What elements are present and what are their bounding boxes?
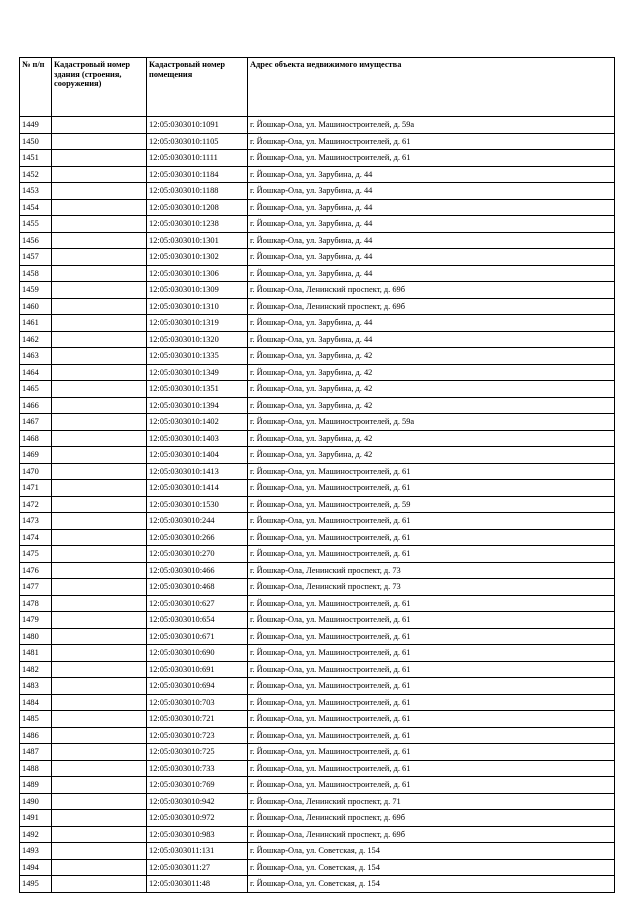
premises-cadastral-number: 12:05:0303010:1238 xyxy=(147,216,248,233)
building-cadastral-number xyxy=(52,315,147,332)
building-cadastral-number xyxy=(52,579,147,596)
table-row xyxy=(20,562,615,579)
address: г. Йошкар-Ола, ул. Машиностроителей, д. 61 xyxy=(248,513,615,530)
table-row xyxy=(20,826,615,843)
address: г. Йошкар-Ола, ул. Зарубина, д. 42 xyxy=(248,364,615,381)
premises-cadastral-number: 12:05:0303010:703 xyxy=(147,694,248,711)
table-row xyxy=(20,760,615,777)
building-cadastral-number xyxy=(52,133,147,150)
address: г. Йошкар-Ола, ул. Машиностроителей, д. 61 xyxy=(248,694,615,711)
table-row xyxy=(20,414,615,431)
address: г. Йошкар-Ола, ул. Зарубина, д. 44 xyxy=(248,315,615,332)
building-cadastral-number xyxy=(52,183,147,200)
premises-cadastral-number: 12:05:0303011:48 xyxy=(147,876,248,893)
premises-cadastral-number: 12:05:0303010:654 xyxy=(147,612,248,629)
building-cadastral-number xyxy=(52,628,147,645)
address: г. Йошкар-Ола, ул. Машиностроителей, д. 59а xyxy=(248,414,615,431)
table-body xyxy=(20,117,615,893)
premises-cadastral-number: 12:05:0303010:1414 xyxy=(147,480,248,497)
table-row xyxy=(20,265,615,282)
row-number: 1471 xyxy=(20,480,52,497)
premises-cadastral-number: 12:05:0303010:721 xyxy=(147,711,248,728)
row-number: 1481 xyxy=(20,645,52,662)
premises-cadastral-number: 12:05:0303010:1530 xyxy=(147,496,248,513)
row-number: 1457 xyxy=(20,249,52,266)
building-cadastral-number xyxy=(52,298,147,315)
address: г. Йошкар-Ола, ул. Зарубина, д. 44 xyxy=(248,249,615,266)
row-number: 1474 xyxy=(20,529,52,546)
building-cadastral-number xyxy=(52,859,147,876)
row-number: 1459 xyxy=(20,282,52,299)
table-row xyxy=(20,463,615,480)
building-cadastral-number xyxy=(52,282,147,299)
row-number: 1466 xyxy=(20,397,52,414)
table-header xyxy=(20,58,615,117)
address: г. Йошкар-Ола, ул. Машиностроителей, д. 61 xyxy=(248,661,615,678)
premises-cadastral-number: 12:05:0303010:1413 xyxy=(147,463,248,480)
row-number: 1449 xyxy=(20,117,52,134)
table-row xyxy=(20,232,615,249)
header-building-cadastral-number: Кадастровый номер здания (строения, сооружения) xyxy=(52,58,147,117)
building-cadastral-number xyxy=(52,166,147,183)
row-number: 1488 xyxy=(20,760,52,777)
table-row xyxy=(20,810,615,827)
address: г. Йошкар-Ола, ул. Машиностроителей, д. 61 xyxy=(248,133,615,150)
premises-cadastral-number: 12:05:0303010:1335 xyxy=(147,348,248,365)
building-cadastral-number xyxy=(52,331,147,348)
address: г. Йошкар-Ола, ул. Машиностроителей, д. 61 xyxy=(248,760,615,777)
table-row xyxy=(20,777,615,794)
address: г. Йошкар-Ола, ул. Машиностроителей, д. 61 xyxy=(248,529,615,546)
building-cadastral-number xyxy=(52,348,147,365)
address: г. Йошкар-Ола, ул. Советская, д. 154 xyxy=(248,876,615,893)
address: г. Йошкар-Ола, ул. Машиностроителей, д. 61 xyxy=(248,678,615,695)
table-row xyxy=(20,612,615,629)
table-row xyxy=(20,628,615,645)
address: г. Йошкар-Ола, Ленинский проспект, д. 69б xyxy=(248,810,615,827)
row-number: 1494 xyxy=(20,859,52,876)
premises-cadastral-number: 12:05:0303010:1319 xyxy=(147,315,248,332)
header-row xyxy=(20,58,615,117)
premises-cadastral-number: 12:05:0303010:694 xyxy=(147,678,248,695)
row-number: 1462 xyxy=(20,331,52,348)
address: г. Йошкар-Ола, ул. Советская, д. 154 xyxy=(248,843,615,860)
address: г. Йошкар-Ола, ул. Машиностроителей, д. 61 xyxy=(248,777,615,794)
table-row xyxy=(20,546,615,563)
table-row xyxy=(20,183,615,200)
header-premises-cadastral-number: Кадастровый номер помещения xyxy=(147,58,248,117)
building-cadastral-number xyxy=(52,595,147,612)
address: г. Йошкар-Ола, ул. Машиностроителей, д. 61 xyxy=(248,150,615,167)
row-number: 1469 xyxy=(20,447,52,464)
row-number: 1450 xyxy=(20,133,52,150)
address: г. Йошкар-Ола, ул. Зарубина, д. 44 xyxy=(248,216,615,233)
row-number: 1489 xyxy=(20,777,52,794)
premises-cadastral-number: 12:05:0303010:1309 xyxy=(147,282,248,299)
table-row xyxy=(20,480,615,497)
premises-cadastral-number: 12:05:0303010:1403 xyxy=(147,430,248,447)
address: г. Йошкар-Ола, ул. Машиностроителей, д. 61 xyxy=(248,727,615,744)
premises-cadastral-number: 12:05:0303010:1302 xyxy=(147,249,248,266)
row-number: 1465 xyxy=(20,381,52,398)
row-number: 1484 xyxy=(20,694,52,711)
row-number: 1487 xyxy=(20,744,52,761)
premises-cadastral-number: 12:05:0303010:733 xyxy=(147,760,248,777)
table-row xyxy=(20,381,615,398)
row-number: 1477 xyxy=(20,579,52,596)
premises-cadastral-number: 12:05:0303010:468 xyxy=(147,579,248,596)
address: г. Йошкар-Ола, ул. Зарубина, д. 44 xyxy=(248,232,615,249)
premises-cadastral-number: 12:05:0303010:983 xyxy=(147,826,248,843)
address: г. Йошкар-Ола, ул. Машиностроителей, д. 61 xyxy=(248,711,615,728)
building-cadastral-number xyxy=(52,496,147,513)
table-row xyxy=(20,579,615,596)
building-cadastral-number xyxy=(52,645,147,662)
address: г. Йошкар-Ола, ул. Зарубина, д. 44 xyxy=(248,166,615,183)
address: г. Йошкар-Ола, Ленинский проспект, д. 73 xyxy=(248,579,615,596)
building-cadastral-number xyxy=(52,397,147,414)
table-row xyxy=(20,364,615,381)
address: г. Йошкар-Ола, ул. Зарубина, д. 44 xyxy=(248,265,615,282)
building-cadastral-number xyxy=(52,364,147,381)
table-row xyxy=(20,727,615,744)
premises-cadastral-number: 12:05:0303010:1402 xyxy=(147,414,248,431)
row-number: 1460 xyxy=(20,298,52,315)
building-cadastral-number xyxy=(52,843,147,860)
row-number: 1463 xyxy=(20,348,52,365)
building-cadastral-number xyxy=(52,760,147,777)
building-cadastral-number xyxy=(52,265,147,282)
building-cadastral-number xyxy=(52,546,147,563)
table-row xyxy=(20,199,615,216)
row-number: 1464 xyxy=(20,364,52,381)
premises-cadastral-number: 12:05:0303010:1184 xyxy=(147,166,248,183)
address: г. Йошкар-Ола, ул. Машиностроителей, д. 61 xyxy=(248,628,615,645)
table-row xyxy=(20,117,615,134)
building-cadastral-number xyxy=(52,480,147,497)
address: г. Йошкар-Ола, ул. Зарубина, д. 42 xyxy=(248,348,615,365)
building-cadastral-number xyxy=(52,529,147,546)
premises-cadastral-number: 12:05:0303010:1188 xyxy=(147,183,248,200)
address: г. Йошкар-Ола, ул. Зарубина, д. 42 xyxy=(248,430,615,447)
building-cadastral-number xyxy=(52,727,147,744)
premises-cadastral-number: 12:05:0303010:1306 xyxy=(147,265,248,282)
address: г. Йошкар-Ола, ул. Машиностроителей, д. 59 xyxy=(248,496,615,513)
building-cadastral-number xyxy=(52,216,147,233)
row-number: 1490 xyxy=(20,793,52,810)
table-row xyxy=(20,315,615,332)
address: г. Йошкар-Ола, ул. Зарубина, д. 42 xyxy=(248,381,615,398)
building-cadastral-number xyxy=(52,876,147,893)
row-number: 1470 xyxy=(20,463,52,480)
address: г. Йошкар-Ола, ул. Машиностроителей, д. 61 xyxy=(248,612,615,629)
row-number: 1468 xyxy=(20,430,52,447)
address: г. Йошкар-Ола, ул. Зарубина, д. 44 xyxy=(248,331,615,348)
building-cadastral-number xyxy=(52,744,147,761)
premises-cadastral-number: 12:05:0303010:1351 xyxy=(147,381,248,398)
table-row xyxy=(20,348,615,365)
premises-cadastral-number: 12:05:0303010:627 xyxy=(147,595,248,612)
row-number: 1491 xyxy=(20,810,52,827)
row-number: 1492 xyxy=(20,826,52,843)
table-row xyxy=(20,529,615,546)
row-number: 1467 xyxy=(20,414,52,431)
address: г. Йошкар-Ола, ул. Советская, д. 154 xyxy=(248,859,615,876)
address: г. Йошкар-Ола, ул. Зарубина, д. 42 xyxy=(248,397,615,414)
table-row xyxy=(20,859,615,876)
premises-cadastral-number: 12:05:0303010:1111 xyxy=(147,150,248,167)
row-number: 1475 xyxy=(20,546,52,563)
building-cadastral-number xyxy=(52,430,147,447)
address: г. Йошкар-Ола, ул. Машиностроителей, д. 59а xyxy=(248,117,615,134)
building-cadastral-number xyxy=(52,810,147,827)
address: г. Йошкар-Ола, ул. Машиностроителей, д. 61 xyxy=(248,645,615,662)
table-row xyxy=(20,216,615,233)
building-cadastral-number xyxy=(52,826,147,843)
table-row xyxy=(20,793,615,810)
premises-cadastral-number: 12:05:0303010:769 xyxy=(147,777,248,794)
row-number: 1456 xyxy=(20,232,52,249)
table-row xyxy=(20,150,615,167)
cadastral-registry-table xyxy=(19,57,615,893)
header-number: № п/п xyxy=(20,58,52,117)
premises-cadastral-number: 12:05:0303010:942 xyxy=(147,793,248,810)
row-number: 1472 xyxy=(20,496,52,513)
row-number: 1455 xyxy=(20,216,52,233)
building-cadastral-number xyxy=(52,793,147,810)
premises-cadastral-number: 12:05:0303010:1349 xyxy=(147,364,248,381)
address: г. Йошкар-Ола, ул. Машиностроителей, д. 61 xyxy=(248,595,615,612)
premises-cadastral-number: 12:05:0303010:1091 xyxy=(147,117,248,134)
table-row xyxy=(20,133,615,150)
address: г. Йошкар-Ола, ул. Зарубина, д. 44 xyxy=(248,183,615,200)
row-number: 1479 xyxy=(20,612,52,629)
building-cadastral-number xyxy=(52,463,147,480)
table-row xyxy=(20,496,615,513)
building-cadastral-number xyxy=(52,694,147,711)
table-row xyxy=(20,249,615,266)
table-row xyxy=(20,331,615,348)
premises-cadastral-number: 12:05:0303010:244 xyxy=(147,513,248,530)
row-number: 1452 xyxy=(20,166,52,183)
premises-cadastral-number: 12:05:0303010:725 xyxy=(147,744,248,761)
building-cadastral-number xyxy=(52,711,147,728)
building-cadastral-number xyxy=(52,513,147,530)
row-number: 1458 xyxy=(20,265,52,282)
row-number: 1495 xyxy=(20,876,52,893)
row-number: 1478 xyxy=(20,595,52,612)
building-cadastral-number xyxy=(52,199,147,216)
building-cadastral-number xyxy=(52,414,147,431)
building-cadastral-number xyxy=(52,447,147,464)
table-row xyxy=(20,298,615,315)
premises-cadastral-number: 12:05:0303010:723 xyxy=(147,727,248,744)
table-row xyxy=(20,661,615,678)
address: г. Йошкар-Ола, ул. Зарубина, д. 44 xyxy=(248,199,615,216)
address: г. Йошкар-Ола, Ленинский проспект, д. 69б xyxy=(248,826,615,843)
table-row xyxy=(20,843,615,860)
table-row xyxy=(20,645,615,662)
row-number: 1461 xyxy=(20,315,52,332)
table-row xyxy=(20,595,615,612)
premises-cadastral-number: 12:05:0303010:690 xyxy=(147,645,248,662)
premises-cadastral-number: 12:05:0303010:1320 xyxy=(147,331,248,348)
table-row xyxy=(20,166,615,183)
row-number: 1493 xyxy=(20,843,52,860)
building-cadastral-number xyxy=(52,150,147,167)
address: г. Йошкар-Ола, ул. Машиностроителей, д. 61 xyxy=(248,744,615,761)
row-number: 1482 xyxy=(20,661,52,678)
row-number: 1483 xyxy=(20,678,52,695)
premises-cadastral-number: 12:05:0303010:1394 xyxy=(147,397,248,414)
premises-cadastral-number: 12:05:0303010:466 xyxy=(147,562,248,579)
building-cadastral-number xyxy=(52,232,147,249)
address: г. Йошкар-Ола, Ленинский проспект, д. 73 xyxy=(248,562,615,579)
address: г. Йошкар-Ола, ул. Машиностроителей, д. 61 xyxy=(248,480,615,497)
premises-cadastral-number: 12:05:0303010:671 xyxy=(147,628,248,645)
building-cadastral-number xyxy=(52,612,147,629)
building-cadastral-number xyxy=(52,562,147,579)
premises-cadastral-number: 12:05:0303010:1404 xyxy=(147,447,248,464)
address: г. Йошкар-Ола, ул. Машиностроителей, д. 61 xyxy=(248,546,615,563)
row-number: 1476 xyxy=(20,562,52,579)
row-number: 1451 xyxy=(20,150,52,167)
building-cadastral-number xyxy=(52,381,147,398)
building-cadastral-number xyxy=(52,777,147,794)
building-cadastral-number xyxy=(52,117,147,134)
premises-cadastral-number: 12:05:0303010:266 xyxy=(147,529,248,546)
table-row xyxy=(20,447,615,464)
premises-cadastral-number: 12:05:0303010:1301 xyxy=(147,232,248,249)
building-cadastral-number xyxy=(52,678,147,695)
address: г. Йошкар-Ола, Ленинский проспект, д. 69б xyxy=(248,298,615,315)
address: г. Йошкар-Ола, Ленинский проспект, д. 69б xyxy=(248,282,615,299)
table-row xyxy=(20,711,615,728)
premises-cadastral-number: 12:05:0303010:1310 xyxy=(147,298,248,315)
row-number: 1473 xyxy=(20,513,52,530)
row-number: 1486 xyxy=(20,727,52,744)
table-row xyxy=(20,513,615,530)
row-number: 1480 xyxy=(20,628,52,645)
table-row xyxy=(20,397,615,414)
row-number: 1485 xyxy=(20,711,52,728)
address: г. Йошкар-Ола, ул. Машиностроителей, д. 61 xyxy=(248,463,615,480)
premises-cadastral-number: 12:05:0303010:270 xyxy=(147,546,248,563)
building-cadastral-number xyxy=(52,661,147,678)
table-row xyxy=(20,694,615,711)
premises-cadastral-number: 12:05:0303010:972 xyxy=(147,810,248,827)
address: г. Йошкар-Ола, ул. Зарубина, д. 42 xyxy=(248,447,615,464)
premises-cadastral-number: 12:05:0303010:1208 xyxy=(147,199,248,216)
table-row xyxy=(20,678,615,695)
address: г. Йошкар-Ола, Ленинский проспект, д. 71 xyxy=(248,793,615,810)
premises-cadastral-number: 12:05:0303010:1105 xyxy=(147,133,248,150)
row-number: 1454 xyxy=(20,199,52,216)
table-row xyxy=(20,876,615,893)
table-row xyxy=(20,282,615,299)
table-row xyxy=(20,430,615,447)
premises-cadastral-number: 12:05:0303011:27 xyxy=(147,859,248,876)
premises-cadastral-number: 12:05:0303011:131 xyxy=(147,843,248,860)
row-number: 1453 xyxy=(20,183,52,200)
building-cadastral-number xyxy=(52,249,147,266)
table-row xyxy=(20,744,615,761)
header-address: Адрес объекта недвижимого имущества xyxy=(248,58,615,117)
premises-cadastral-number: 12:05:0303010:691 xyxy=(147,661,248,678)
